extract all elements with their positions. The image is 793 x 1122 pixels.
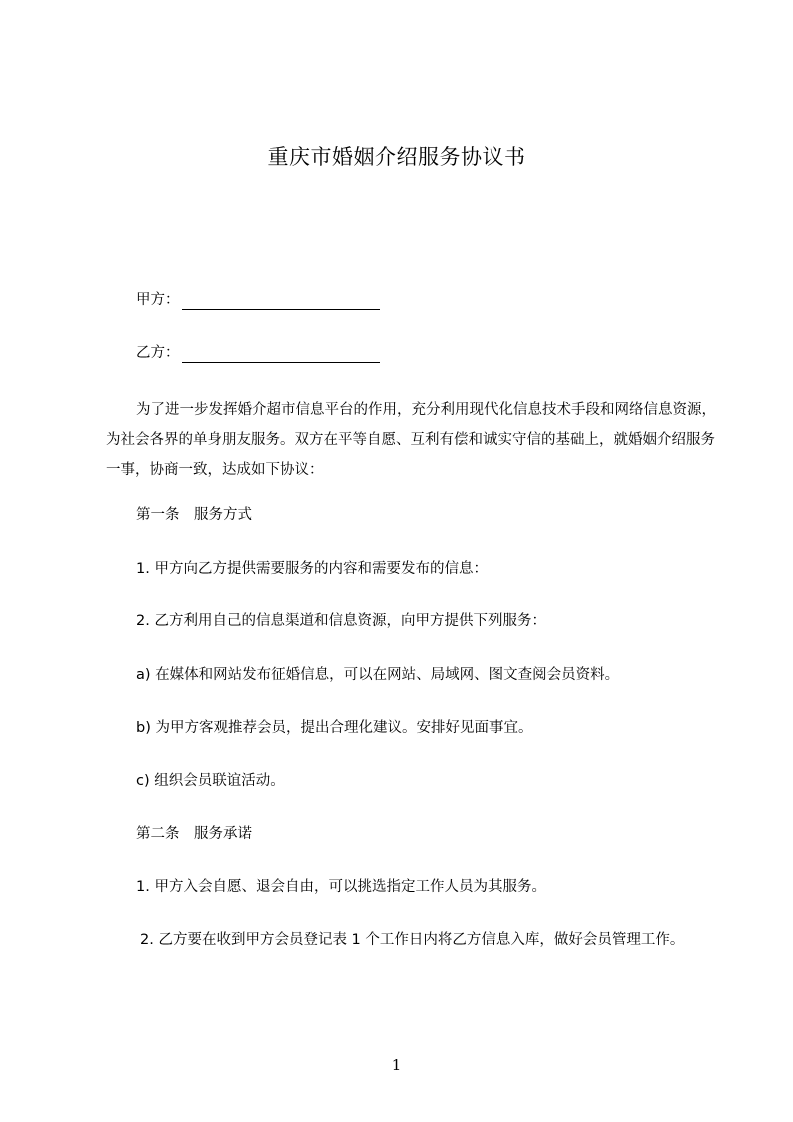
intro-paragraph: 为了进一步发挥婚介超市信息平台的作用，充分利用现代化信息技术手段和网络信息资源，为社会各界的单身朋友服务。双方在平等自愿、互利有偿和诚实守信的基础上，就婚姻介绍服务一事，协商一致，达成如下协议：: [106, 402, 716, 478]
party-b-line: [136, 343, 716, 363]
article1-item-2: 2. 乙方利用自己的信息渠道和信息资源，向甲方提供下列服务：: [136, 613, 546, 629]
party-b-label: 乙方：: [136, 345, 180, 361]
article1-item-1: 1. 甲方向乙方提供需要服务的内容和需要发布的信息：: [136, 561, 488, 577]
party-a-label: 甲方：: [136, 292, 180, 308]
article1-item-a: a) 在媒体和网站发布征婚信息，可以在网站、局域网、图文查阅会员资料。: [136, 667, 620, 683]
party-b-blank[interactable]: [182, 346, 380, 363]
party-a-line: [136, 290, 716, 310]
party-a-blank[interactable]: [182, 293, 380, 310]
article1-heading: 第一条 服务方式: [136, 507, 252, 523]
article1-item-b: b) 为甲方客观推荐会员，提出合理化建议。安排好见面事宜。: [136, 720, 533, 736]
article2-heading: 第二条 服务承诺: [136, 826, 252, 842]
page-number: 1: [391, 1056, 402, 1074]
document-title: 重庆市婚姻介绍服务协议书: [267, 145, 526, 169]
article2-item-1: 1. 甲方入会自愿、退会自由，可以挑选指定工作人员为其服务。: [136, 879, 546, 895]
article2-item-2: 2. 乙方要在收到甲方会员登记表 1 个工作日内将乙方信息入库，做好会员管理工作。: [140, 932, 685, 948]
article1-item-c: c) 组织会员联谊活动。: [136, 773, 285, 789]
